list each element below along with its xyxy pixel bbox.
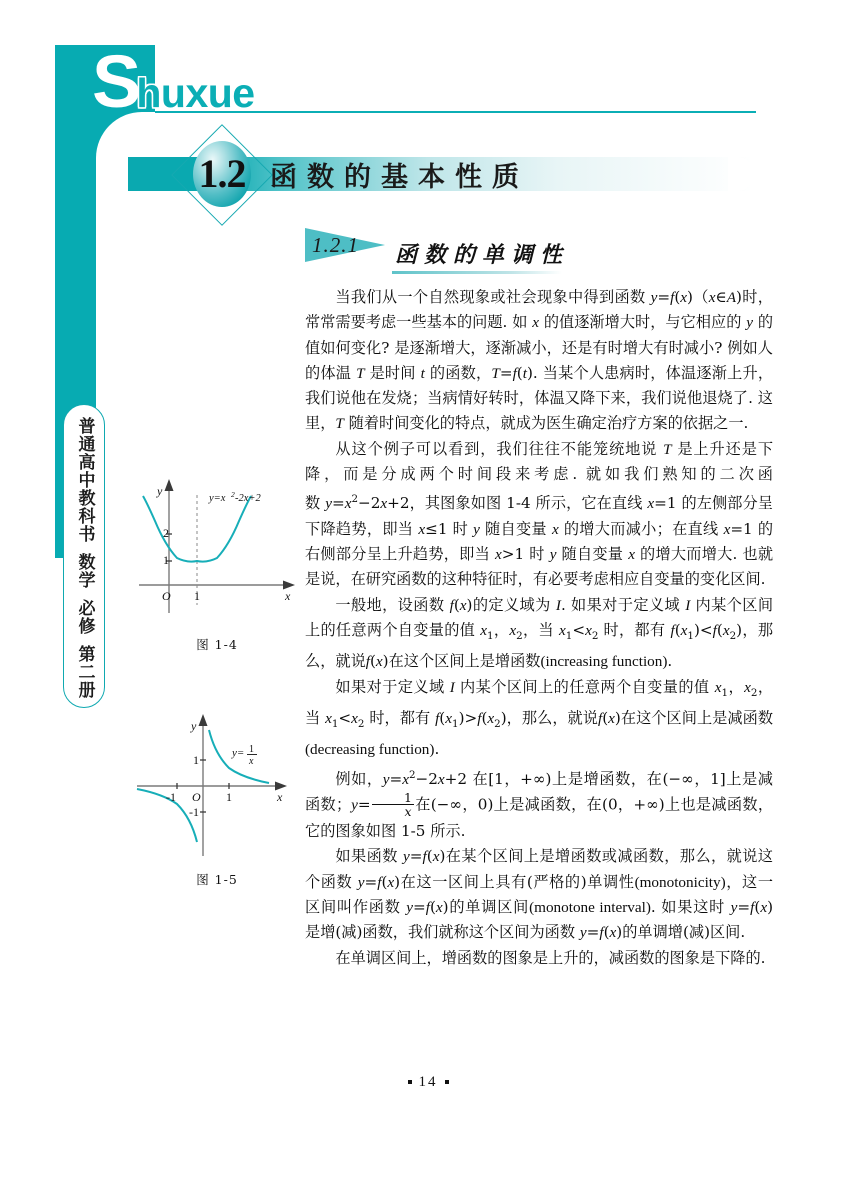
section-title: 函数的单调性 bbox=[395, 242, 570, 268]
svg-text:y: y bbox=[191, 719, 197, 733]
page-number-value: 14 bbox=[418, 1074, 438, 1090]
figure-1-4-caption: 图 1-4 bbox=[196, 637, 238, 652]
logo-text-huxue: huxue bbox=[136, 70, 255, 116]
section-underline bbox=[392, 271, 562, 274]
svg-text:-1: -1 bbox=[166, 790, 176, 804]
body-text-column bbox=[305, 285, 773, 971]
spine-type: 必修 bbox=[74, 599, 95, 635]
svg-text:-2x+2: -2x+2 bbox=[235, 493, 261, 504]
paragraph-5: 例如，$y=x^2-2x+2$ 在[1，+∞)上是增函数，在(−∞，1]上是减函数；y= $\frac{1}{x}$ 在(−∞，0)上是减函数，在(0，+∞)上也是减函数，它的图象如图 1-5 所示. bbox=[305, 768, 774, 841]
spine-volume: 第二册 bbox=[74, 645, 95, 699]
svg-text:x: x bbox=[277, 790, 283, 804]
svg-text:2: 2 bbox=[231, 490, 235, 499]
chapter-number: 1.2 bbox=[198, 151, 246, 196]
spine-series-name: 普通高中教科书 bbox=[74, 417, 95, 543]
page-number bbox=[0, 1074, 856, 1091]
logo-letter-s: S bbox=[92, 40, 140, 123]
book-logo bbox=[92, 40, 255, 123]
svg-text:O: O bbox=[192, 790, 201, 804]
paragraph-2: 从这个例子可以看到，我们往往不能笼统地说 T 是上升还是下降，而是分成两个时间段来考虑. 就如我们熟知的二次函数 $y=x^2-2x+2$，其图象如图 1-4 所示，它在直线 x=1 的左侧部分呈下降趋势，即当 x≤1 时 y 随自变量 x 的增大而减小；在直线 x=1 的右侧部分呈上升趋势，即当 x>1 时 y 随自变量 x 的增大而增大. 也就是说，在研究函数的这种特征时，有必要考虑相应自变量的变化区间. bbox=[305, 439, 774, 589]
svg-text:1: 1 bbox=[163, 553, 169, 567]
book-spine-label bbox=[63, 404, 105, 708]
paragraph-7: 在单调区间上，增函数的图象是上升的，减函数的图象是下降的. bbox=[335, 948, 766, 967]
section-number: 1.2.1 bbox=[312, 233, 359, 257]
svg-text:y: y bbox=[157, 484, 163, 498]
figure-1-5-caption: 图 1-5 bbox=[196, 872, 238, 887]
svg-text:-1: -1 bbox=[189, 805, 199, 819]
paragraph-4: 如果对于定义域 I 内某个区间上的任意两个自变量的值 $x_1$，$x_2$，当 $x_1<x_2$ 时，都有 $f(x_1)>f(x_2)$，那么，就说f(x)在这个区间上是减函数(decreasing function). bbox=[305, 677, 774, 759]
figure-1-4-graphic bbox=[133, 473, 301, 628]
paragraph-3: 一般地，设函数 f(x)的定义域为 I. 如果对于定义域 I 内某个区间上的任意两个自变量的值 $x_1$，$x_2$，当 $x_1<x_2$ 时，都有 $f(x_1)<f(x_2)$，那么，就说f(x)在这个区间上是增函数(increasing function). bbox=[305, 595, 774, 671]
paragraph-1: 当我们从一个自然现象或社会现象中得到函数 y=f(x)（x∈A)时，常常需要考虑一些基本的问题. 如 x 的值逐渐增大时，与它相应的 y 的值如何变化? 是逐渐增大，逐渐减小，还是有时增大有时减小? 例如人的体温 T 是时间 t 的函数，T=f(t). 当某个人患病时，体温逐渐上升，我们说他在发烧；当病情好转时，体温又降下来，我们说他退烧了. 这里，T 随着时间变化的特点，就成为医生确定治疗方案的依据之一. bbox=[305, 288, 774, 433]
svg-text:x: x bbox=[285, 589, 291, 603]
figure-1-5 bbox=[133, 708, 301, 888]
svg-text:O: O bbox=[162, 589, 171, 603]
svg-text:1: 1 bbox=[226, 790, 232, 804]
svg-text:1: 1 bbox=[249, 744, 254, 755]
figure-1-5-graphic bbox=[133, 708, 301, 863]
svg-text:y=x: y=x bbox=[209, 493, 226, 504]
page-number-dot-right bbox=[445, 1080, 449, 1084]
svg-text:1: 1 bbox=[194, 589, 200, 603]
svg-text:2: 2 bbox=[163, 526, 169, 540]
chapter-title: 函数的基本性质 bbox=[270, 162, 529, 193]
spine-subject: 数学 bbox=[74, 553, 95, 589]
svg-text:x: x bbox=[249, 756, 254, 767]
svg-text:y=: y= bbox=[232, 747, 245, 759]
svg-text:1: 1 bbox=[193, 753, 199, 767]
figure-1-4 bbox=[133, 473, 301, 653]
paragraph-6: 如果函数 y=f(x)在某个区间上是增函数或减函数，那么，就说这个函数 y=f(x)在这一区间上具有(严格的)单调性(monotonicity)，这一区间叫作函数 y=f(x)的单调区间(monotone interval). 如果这时 y=f(x)是增(减)函数，我们就称这个区间为函数 y=f(x)的单调增(减)区间. bbox=[305, 847, 774, 942]
page-number-dot-left bbox=[408, 1080, 412, 1084]
